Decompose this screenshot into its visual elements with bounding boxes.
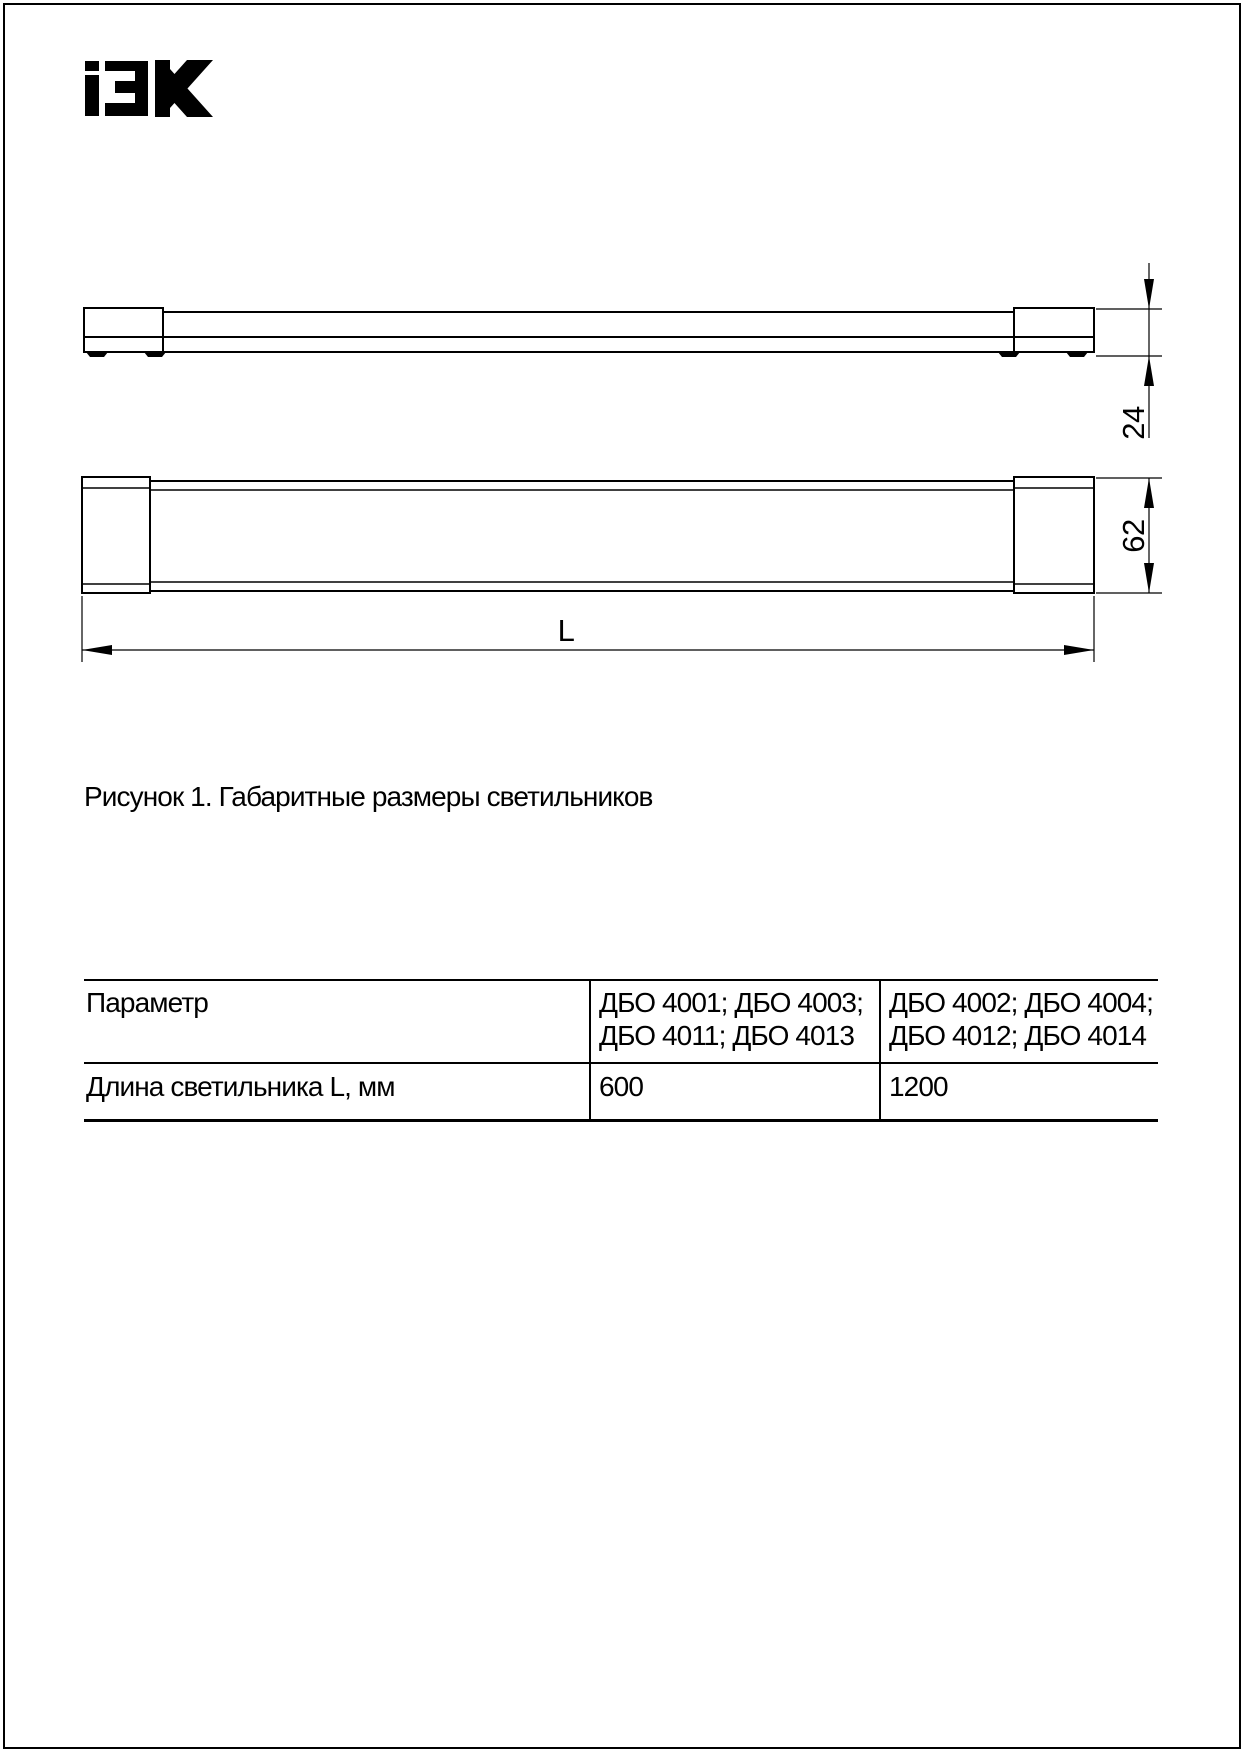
dimensions-table <box>84 979 1158 1122</box>
figure-caption: Рисунок 1. Габаритные размеры светильников <box>84 781 653 812</box>
dimension-62-label: 62 <box>1116 519 1151 553</box>
table-header-models-1200 <box>880 980 1158 1063</box>
arrowhead-up <box>1144 356 1154 386</box>
header-models-1200-line2: ДБО 4012; ДБО 4014 <box>889 1020 1147 1051</box>
dimension-length-label: L <box>557 613 575 648</box>
header-models-600-line2: ДБО 4011; ДБО 4013 <box>599 1020 855 1051</box>
header-models-1200-line1: ДБО 4002; ДБО 4004; <box>889 987 1153 1018</box>
header-parameter-label: Параметр <box>86 987 208 1018</box>
cell-length-parameter: Длина светильника L, мм <box>86 1071 395 1102</box>
dimension-62 <box>1096 478 1162 593</box>
table-row-length <box>84 1063 1158 1121</box>
table-header-models-600 <box>590 980 880 1063</box>
luminaire-front-view <box>82 477 1094 593</box>
dimension-length <box>82 596 1094 662</box>
cell-length-1200: 1200 <box>880 1063 1158 1121</box>
dimension-24 <box>1096 263 1162 440</box>
header-models-600-line1: ДБО 4001; ДБО 4003; <box>599 987 863 1018</box>
table-header-row <box>84 980 1158 1063</box>
arrowhead-right <box>1064 645 1094 655</box>
table-header-parameter <box>84 980 590 1063</box>
dimension-24-label: 24 <box>1116 406 1151 440</box>
dimension-drawing <box>0 0 1244 720</box>
arrowhead-down <box>1144 563 1154 593</box>
cell-length-600: 600 <box>590 1063 880 1121</box>
arrowhead-down <box>1144 279 1154 309</box>
luminaire-side-view <box>84 308 1094 357</box>
arrowhead-left <box>82 645 112 655</box>
arrowhead-up <box>1144 478 1154 508</box>
